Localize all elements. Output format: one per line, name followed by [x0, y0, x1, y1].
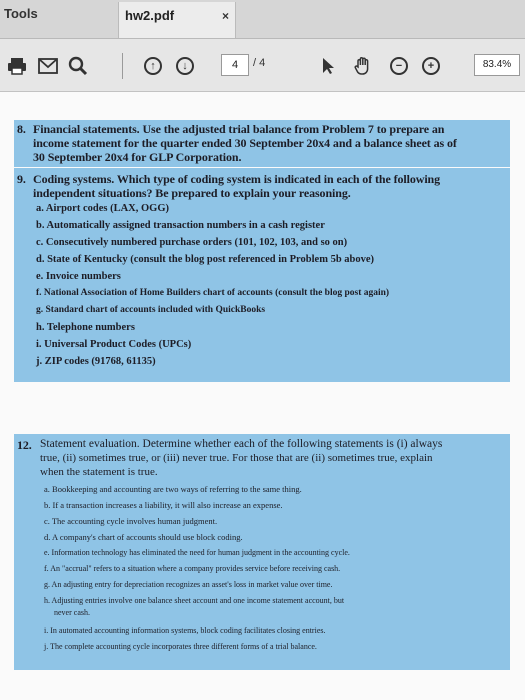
tab-close-icon[interactable]: ×	[221, 9, 229, 23]
search-icon[interactable]	[66, 55, 90, 77]
tools-menu[interactable]: Tools	[4, 6, 38, 21]
minus-icon: −	[390, 57, 408, 75]
question-12-item: j. The complete accounting cycle incorporates three different forms of a trial balance.	[44, 642, 317, 651]
question-12-item: c. The accounting cycle involves human judgment.	[44, 516, 218, 526]
document-tab[interactable]	[118, 2, 236, 38]
question-9-line: Coding systems. Which type of coding system is indicated in each of the following	[33, 172, 441, 186]
previous-page-button[interactable]	[142, 55, 164, 77]
toolbar-divider	[122, 53, 123, 79]
next-page-button[interactable]	[174, 55, 196, 77]
plus-icon: +	[422, 57, 440, 75]
zoom-out-button[interactable]	[388, 55, 410, 77]
question-12-line: when the statement is true.	[40, 466, 158, 478]
question-9-item: c. Consecutively numbered purchase orders (101, 102, 103, and so on)	[36, 237, 348, 248]
question-9-item: g. Standard chart of accounts included with QuickBooks	[36, 305, 266, 315]
question-9-line: independent situations? Be prepared to explain your reasoning.	[33, 186, 351, 200]
select-cursor-icon[interactable]	[318, 55, 338, 77]
email-icon[interactable]	[36, 55, 60, 77]
question-9-item: f. National Association of Home Builders chart of accounts (consult the blog post again)	[36, 288, 390, 298]
zoom-in-button[interactable]	[420, 55, 442, 77]
question-12-item: b. If a transaction increases a liability, it will also increase an expense.	[44, 500, 283, 510]
tab-title: hw2.pdf	[125, 8, 175, 23]
pdf-page	[0, 92, 525, 700]
arrow-down-icon: ↓	[176, 57, 194, 75]
hand-tool-icon[interactable]	[352, 55, 374, 77]
question-9-item: i. Universal Product Codes (UPCs)	[36, 339, 192, 350]
question-12-line: Statement evaluation. Determine whether each of the following statements is (i) always	[40, 438, 443, 450]
print-icon[interactable]	[6, 55, 28, 77]
question-12-item: never cash.	[54, 608, 90, 617]
question-9-item: h. Telephone numbers	[36, 322, 135, 333]
question-12-item: f. An "accrual" refers to a situation where a company provides service before receiving cash.	[44, 564, 341, 573]
question-8-line: 30 September 20x4 for GLP Corporation.	[33, 150, 242, 164]
zoom-level-input[interactable]: 83.4%	[474, 54, 520, 76]
page-number-input[interactable]: 4	[221, 54, 249, 76]
question-9-item: e. Invoice numbers	[36, 271, 121, 282]
arrow-up-icon: ↑	[144, 57, 162, 75]
question-8-line: Financial statements. Use the adjusted trial balance from Problem 7 to prepare an	[33, 122, 445, 136]
question-9-item: d. State of Kentucky (consult the blog post referenced in Problem 5b above)	[36, 254, 375, 265]
question-12-item: h. Adjusting entries involve one balance sheet account and one income statement account, but	[44, 596, 345, 605]
question-12-item: g. An adjusting entry for depreciation recognizes an asset's loss in market value over time.	[44, 580, 333, 589]
question-12-item: i. In automated accounting information systems, block coding facilitates closing entries.	[44, 626, 326, 635]
question-9-item: b. Automatically assigned transaction numbers in a cash register	[36, 220, 325, 231]
toolbar	[0, 39, 525, 92]
question-8-line: income statement for the quarter ended 30 September 20x4 and a balance sheet as of	[33, 136, 457, 150]
question-12-number: 12.	[17, 438, 32, 452]
tab-bar	[0, 0, 525, 39]
question-12-line: true, (ii) sometimes true, or (iii) never true. For those that are (ii) sometimes true, explain	[40, 452, 433, 464]
question-9-item: j. ZIP codes (91768, 61135)	[36, 356, 156, 367]
question-12-item: d. A company's chart of accounts should use block coding.	[44, 532, 243, 542]
question-9-number: 9.	[17, 172, 26, 186]
question-12-item: a. Bookkeeping and accounting are two ways of referring to the same thing.	[44, 484, 302, 494]
question-8-number: 8.	[17, 122, 26, 136]
question-12-item: e. Information technology has eliminated the need for human judgment in the accounting cycle.	[44, 548, 350, 557]
page-total: / 4	[253, 57, 266, 69]
question-9-item: a. Airport codes (LAX, OGG)	[36, 203, 169, 214]
